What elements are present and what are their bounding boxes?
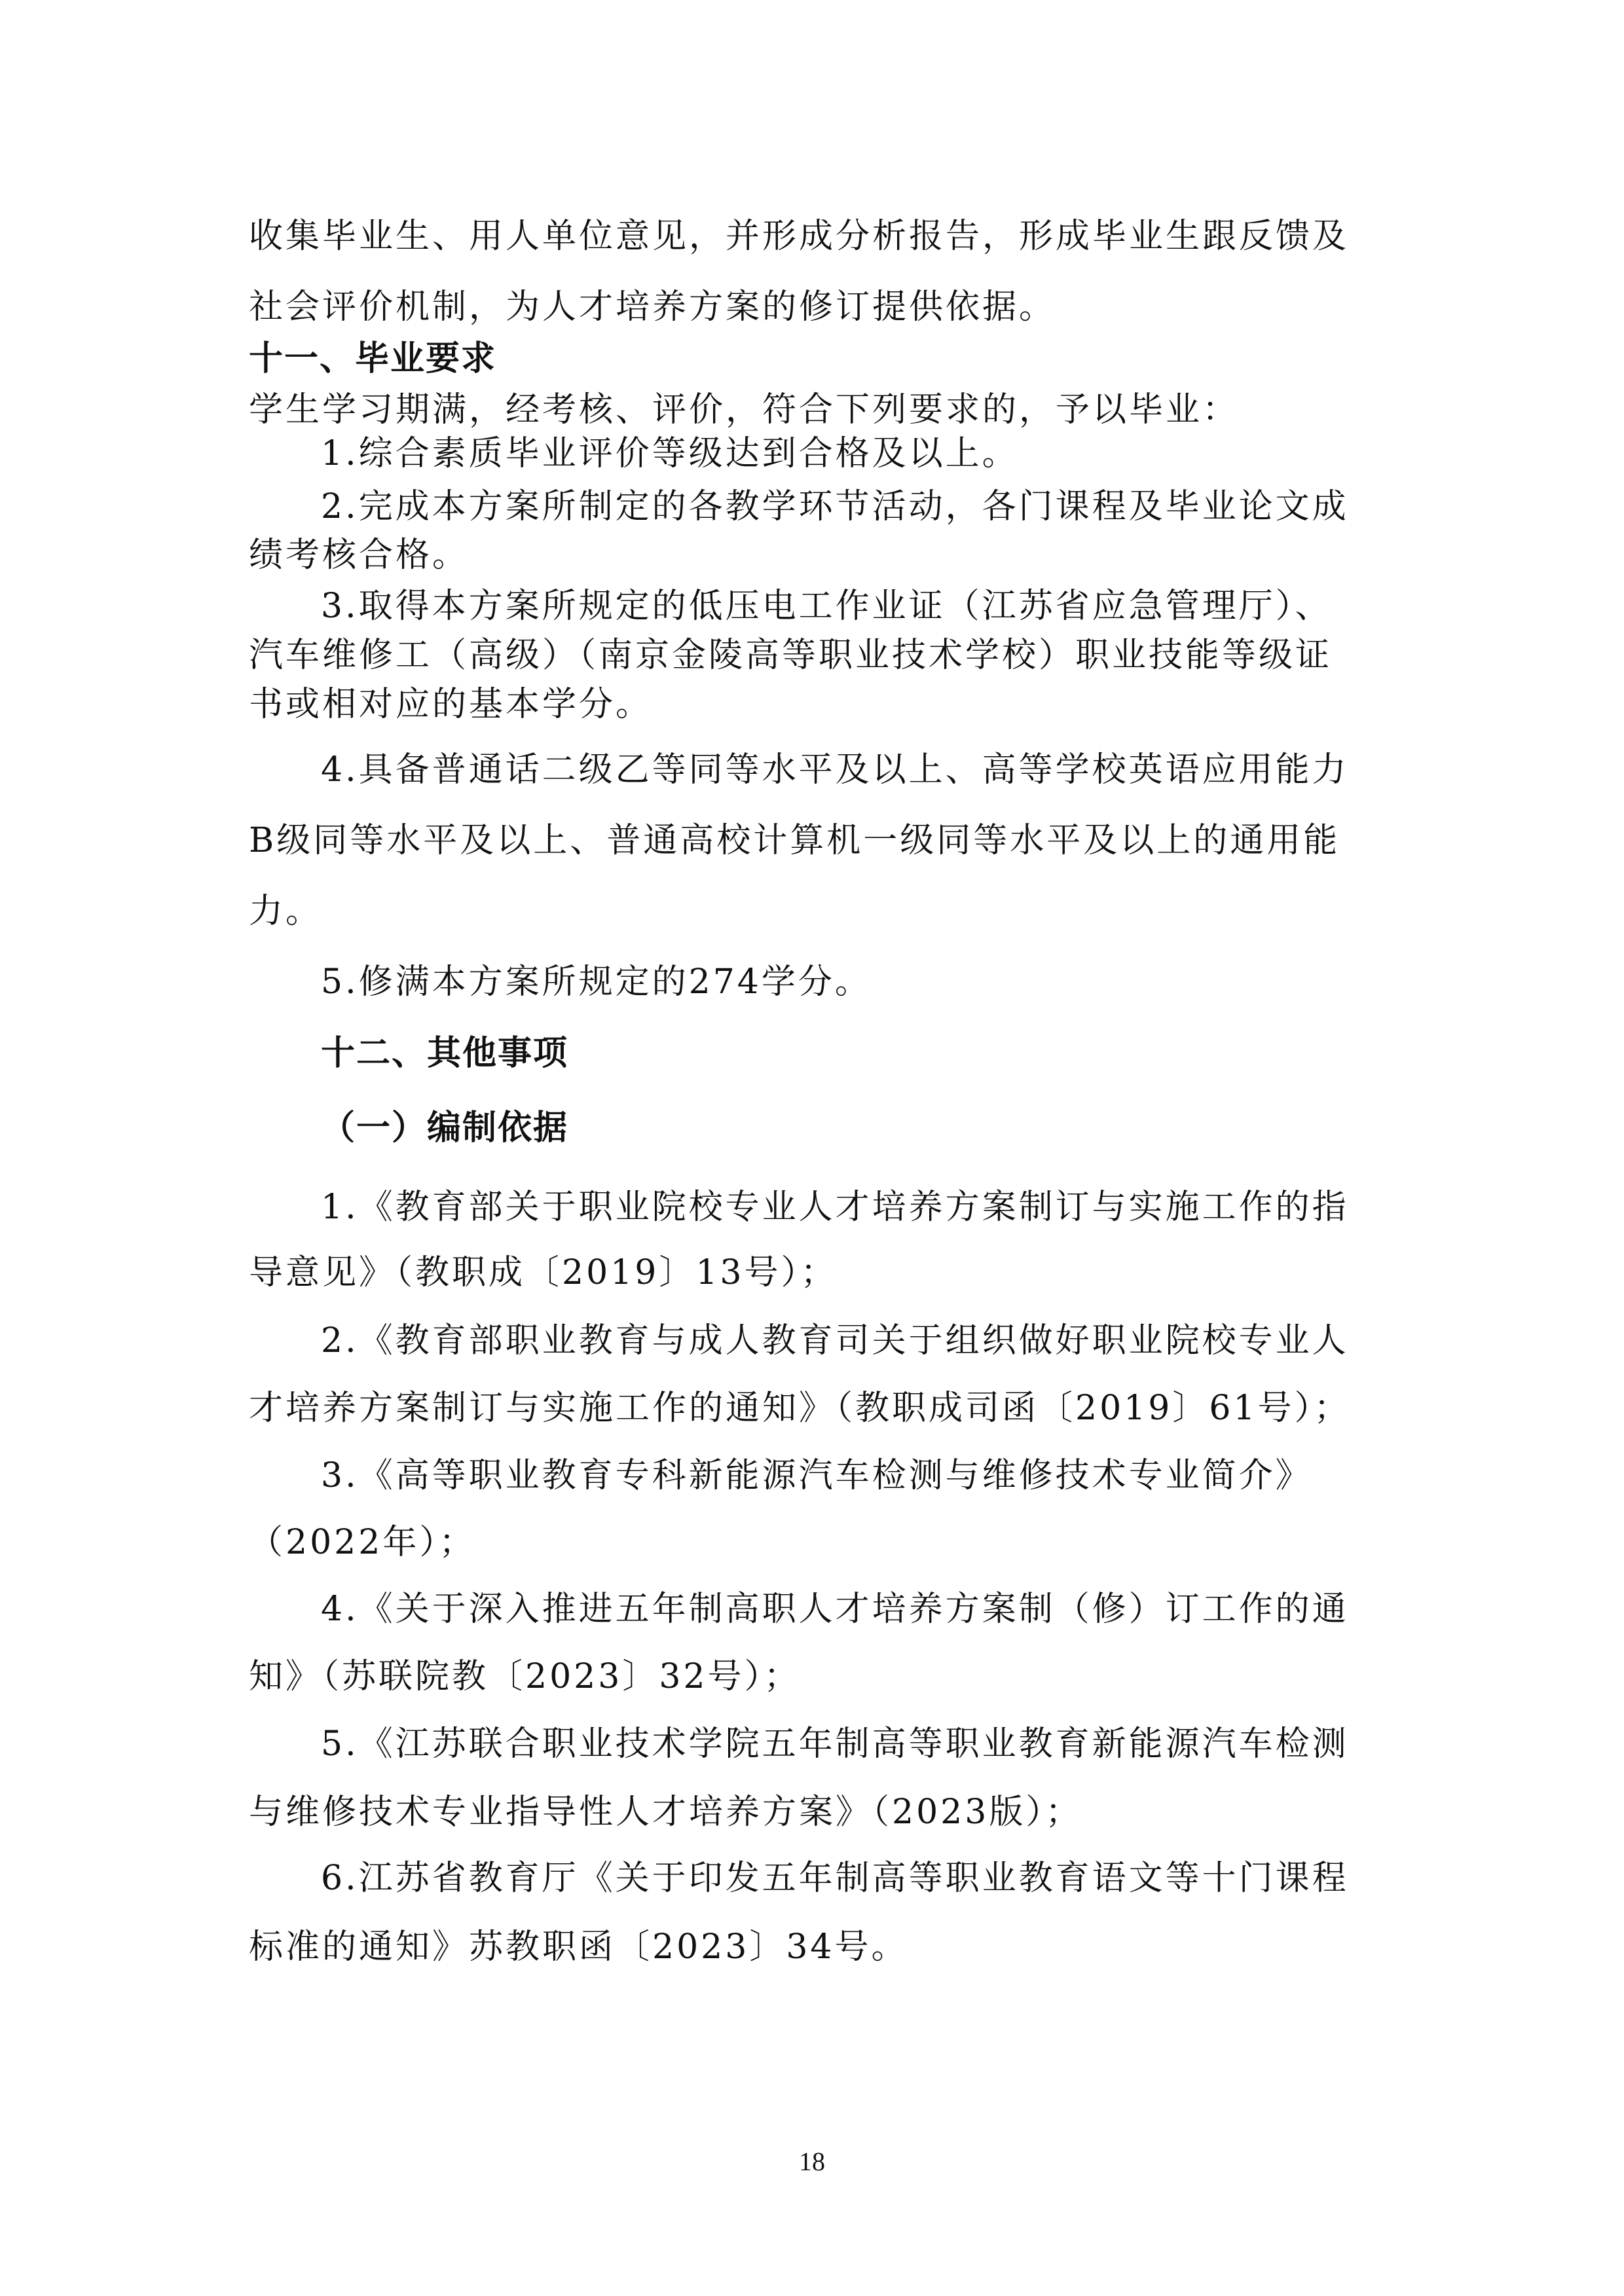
text-line: 才培养方案制订与实施工作的通知》（教职成司函〔2019〕61号）； bbox=[249, 1389, 1351, 1428]
list-item: 3.《高等职业教育专科新能源汽车检测与维修技术专业简介》 bbox=[321, 1456, 1312, 1495]
text-line: 知》（苏联院教〔2023〕32号）； bbox=[249, 1657, 801, 1696]
text-line: 汽车维修工（高级）（南京金陵高等职业技术学校）职业技能等级证 bbox=[249, 636, 1333, 675]
list-item: 4.《关于深入推进五年制高职人才培养方案制（修）订工作的通 bbox=[321, 1590, 1349, 1629]
text-line: 绩考核合格。 bbox=[249, 536, 470, 575]
list-item: 5.《江苏联合职业技术学院五年制高等职业教育新能源汽车检测 bbox=[321, 1724, 1349, 1764]
text-line: （2022年）； bbox=[249, 1523, 476, 1562]
text-line: 导意见》（教职成〔2019〕13号）； bbox=[249, 1253, 838, 1292]
text-line: B级同等水平及以上、普通高校计算机一级同等水平及以上的通用能 bbox=[249, 821, 1340, 860]
text-line: 社会评价机制，为人才培养方案的修订提供依据。 bbox=[249, 287, 1056, 327]
section-heading-other: 十二、其他事项 bbox=[321, 1034, 569, 1073]
list-item: 6.江苏省教育厅《关于印发五年制高等职业教育语文等十门课程 bbox=[321, 1859, 1349, 1898]
list-item: 2.《教育部职业教育与成人教育司关于组织做好职业院校专业人 bbox=[321, 1321, 1349, 1360]
list-item: 5.修满本方案所规定的274学分。 bbox=[321, 962, 872, 1002]
list-item: 4.具备普通话二级乙等同等水平及以上、高等学校英语应用能力 bbox=[321, 750, 1349, 790]
list-item: 1.《教育部关于职业院校专业人才培养方案制订与实施工作的指 bbox=[321, 1188, 1349, 1227]
text-line: 收集毕业生、用人单位意见，并形成分析报告，形成毕业生跟反馈及 bbox=[249, 217, 1350, 256]
page-number: 18 bbox=[799, 2147, 825, 2176]
text-line: 学生学习期满，经考核、评价，符合下列要求的，予以毕业： bbox=[249, 390, 1240, 429]
list-item: 1.综合素质毕业评价等级达到合格及以上。 bbox=[321, 434, 1019, 473]
text-line: 书或相对应的基本学分。 bbox=[249, 685, 653, 724]
list-item: 2.完成本方案所制定的各教学环节活动，各门课程及毕业论文成 bbox=[321, 487, 1349, 526]
text-line: 力。 bbox=[249, 892, 323, 931]
text-line: 标准的通知》苏教职函〔2023〕34号。 bbox=[249, 1927, 908, 1967]
subsection-heading: （一）编制依据 bbox=[321, 1108, 569, 1148]
list-item: 3.取得本方案所规定的低压电工作业证（江苏省应急管理厅）、 bbox=[321, 587, 1332, 626]
text-line: 与维修技术专业指导性人才培养方案》（2023版）； bbox=[249, 1793, 1082, 1832]
section-heading-graduation: 十一、毕业要求 bbox=[249, 339, 497, 378]
